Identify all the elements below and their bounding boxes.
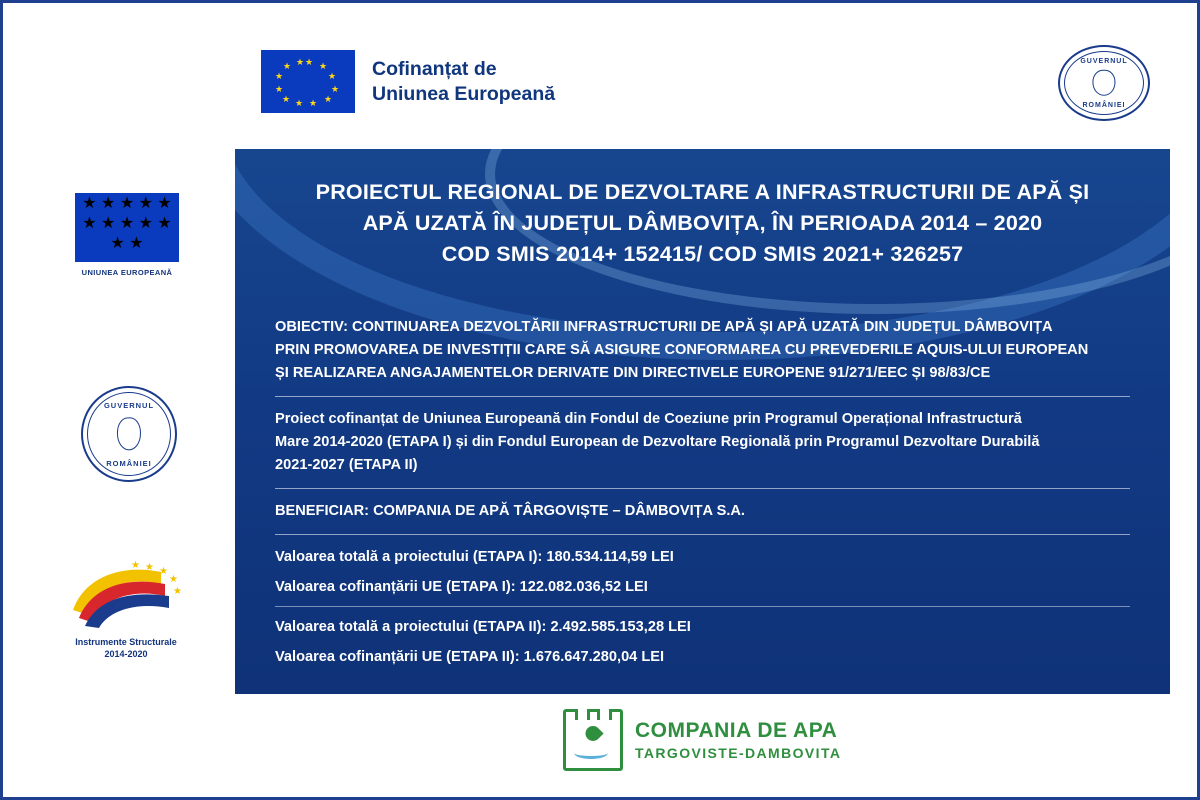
divider-2 — [275, 488, 1130, 489]
beneficiary-block — [275, 500, 1130, 523]
structural-flag-svg — [65, 558, 187, 630]
svg-text:★: ★ — [131, 560, 140, 571]
svg-text:★: ★ — [159, 566, 168, 577]
company-text — [635, 720, 841, 760]
company-logo — [563, 709, 841, 771]
castle-notch-left — [575, 709, 590, 720]
eu-flag-caption: UNIUNEA EUROPEANĂ — [81, 268, 173, 277]
government-seal-top-icon — [1058, 45, 1150, 121]
cofinancing-line-1: Proiect cofinanțat de Uniunea Europeană din Fondul de Coeziune prin Programul Operațional Infrastructură — [275, 411, 1022, 427]
title-line-1: PROIECTUL REGIONAL DE DEZVOLTARE A INFRASTRUCTURII DE APĂ ȘI — [315, 180, 1090, 204]
company-subtitle: TARGOVISTE-DAMBOVITA — [635, 745, 842, 761]
structural-flag-icon — [65, 558, 187, 630]
eu-flag-small-icon: ★ ★ ★ ★ ★ ★ ★ ★ ★ ★ ★ ★ — [75, 193, 179, 262]
structural-caption-line2: 2014-2020 — [104, 649, 148, 659]
eu-cofinancing-logo — [261, 50, 555, 113]
divider-4 — [275, 606, 1130, 607]
svg-text:★: ★ — [173, 586, 182, 597]
divider-3 — [275, 534, 1130, 535]
divider-1 — [275, 396, 1130, 397]
objective-line-3: ȘI REALIZAREA ANGAJAMENTELOR DERIVATE DIN DIRECTIVELE EUROPENE 91/271/EEC ȘI 98/83/CE — [275, 365, 991, 381]
government-seal-left-icon — [81, 386, 177, 482]
value-row: Valoarea totală a proiectului (ETAPA I): 180.534.114,59 LEI — [275, 549, 674, 565]
value-row: Valoarea cofinanțării UE (ETAPA II): 1.676.647.280,04 LEI — [275, 649, 665, 665]
structural-instruments-logo — [65, 558, 187, 660]
main-info-panel — [235, 149, 1170, 694]
objective-line-1: OBIECTIV: CONTINUAREA DEZVOLTĂRII INFRASTRUCTURII DE APĂ ȘI APĂ UZATĂ DIN JUDEȚUL DÂMBOVIȚA — [275, 319, 1053, 335]
eu-cofinancing-line1: Cofinanțat de — [372, 57, 497, 80]
eu-union-logo — [75, 193, 179, 277]
title-line-3: COD SMIS 2014+ 152415/ COD SMIS 2021+ 326257 — [441, 242, 964, 266]
eu-flag-icon: ★ ★ ★ ★ ★ ★ ★ ★ ★ ★ ★ ★ — [261, 50, 355, 113]
castle-notch-right — [597, 709, 612, 720]
water-drop-icon — [582, 723, 603, 744]
eu-cofinancing-text — [372, 57, 555, 107]
gov-seal-left-word-top: GUVERNUL — [103, 401, 155, 410]
objective-block — [275, 316, 1130, 385]
value-row: Valoarea totală a proiectului (ETAPA II): 2.492.585.153,28 LEI — [275, 619, 691, 635]
svg-text:★: ★ — [169, 574, 178, 585]
project-title — [235, 149, 1170, 270]
project-values-block — [275, 546, 1130, 669]
title-line-2: APĂ UZATĂ ÎN JUDEȚUL DÂMBOVIȚA, ÎN PERIOADA 2014 – 2020 — [362, 211, 1043, 235]
panel-body — [275, 316, 1130, 669]
cofinancing-line-2: Mare 2014-2020 (ETAPA I) și din Fondul European de Dezvoltare Regională prin Programul Dezvoltare Durabilă — [275, 434, 1040, 450]
eu-cofinancing-line2: Uniunea Europeană — [372, 82, 556, 105]
water-wave-icon — [574, 747, 608, 759]
svg-text:★: ★ — [145, 562, 154, 573]
beneficiary-text: BENEFICIAR: COMPANIA DE APĂ TÂRGOVIȘTE – DÂMBOVIȚA S.A. — [275, 503, 745, 519]
company-name: COMPANIA DE APA — [635, 719, 838, 742]
gov-seal-top-word-top: GUVERNUL — [1080, 58, 1128, 65]
cofinancing-block — [275, 408, 1130, 477]
top-logo-strip — [3, 3, 1200, 148]
structural-caption — [65, 636, 187, 660]
cofinancing-line-3: 2021-2027 (ETAPA II) — [275, 457, 418, 473]
value-row: Valoarea cofinanțării UE (ETAPA I): 122.082.036,52 LEI — [275, 579, 648, 595]
objective-line-2: PRIN PROMOVAREA DE INVESTIȚII CARE SĂ ASIGURE CONFORMAREA CU PREVEDERILE AQUIS-ULUI EUROPEAN — [275, 342, 1089, 358]
castle-water-icon — [563, 709, 623, 771]
structural-caption-line1: Instrumente Structurale — [75, 637, 177, 647]
gov-seal-left-word-bottom: ROMÂNIEI — [106, 459, 152, 468]
gov-seal-top-word-bottom: ROMÂNIEI — [1082, 102, 1126, 109]
left-logo-column — [3, 148, 233, 778]
